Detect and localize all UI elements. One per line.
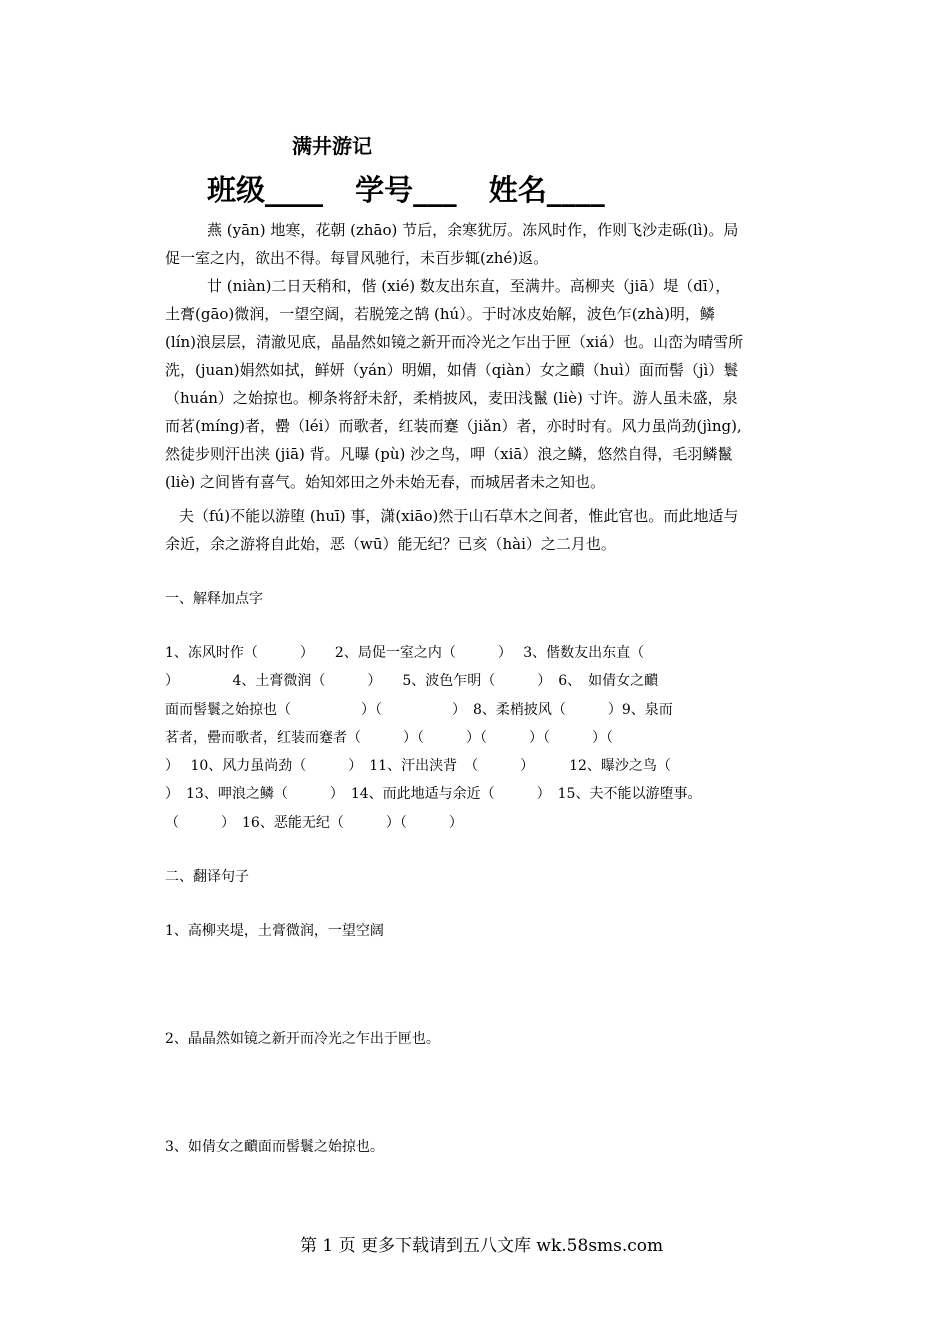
passage-line: 廿 (niàn)二日天稍和，偕 (xié) 数友出东直，至满井。高柳夹（jiā）堤（dī）， (207, 277, 731, 295)
passage-paragraph-2 (165, 272, 785, 496)
passage-line: 促一室之内，欲出不得。每冒风驰行，未百步辄(zhé)返。 (165, 249, 549, 267)
exercise-line: ） 13、呷浪之鳞（ ） 14、而此地适与余近（ ） 15、夫不能以游堕事。 (165, 786, 702, 803)
student-name-field: 姓名____ (488, 173, 605, 207)
passage-line: 燕 (yān) 地寒，花朝 (zhāo) 节后，余寒犹厉。冻风时作，作则飞沙走砾(lì)。局 (207, 221, 739, 239)
exercise-line: 1、冻风时作（ ） 2、局促一室之内（ ） 3、偕数友出东直（ (165, 645, 645, 661)
exercise-line: ） 4、土膏微润（ ） 5、波色乍明（ ） 6、 如倩女之靧 (165, 673, 659, 690)
passage-line: 而茗(míng)者，罍（léi）而歌者，红装而蹇（jiǎn）者，亦时时有。风力虽尚劲(jìng), (165, 417, 742, 435)
passage-line: （huán）之始掠也。柳条将舒未舒，柔梢披风，麦田浅鬣 (liè) 寸许。游人虽未盛，泉 (165, 389, 738, 407)
passage-line: 然徒步则汗出浃 (jiā) 背。凡曝 (pù) 沙之鸟，呷（xiā）浪之鳞，悠然自得，毛羽鳞鬣 (165, 445, 733, 463)
section-1-heading: 一、解释加点字 (165, 591, 263, 607)
translation-item-1: 1、高柳夹堤，土膏微润，一望空阔 (165, 923, 384, 939)
page-footer: 第 1 页 更多下载请到五八文库 wk.58sms.com (300, 1236, 664, 1256)
exercise-line: 面而髻鬟之始掠也（ ）（ ） 8、柔梢披风（ ）9、泉而 (165, 701, 673, 718)
exercise-line: 茗者，罍而歌者，红装而蹇者（ ）（ ）（ ）（ ）（ (165, 729, 613, 746)
translation-item-2: 2、晶晶然如镜之新开而冷光之乍出于匣也。 (165, 1031, 440, 1047)
student-number-field: 学号___ (355, 173, 457, 207)
exercise-line: ） 10、风力虽尚劲（ ） 11、汗出浃背 （ ） 12、曝沙之鸟（ (165, 758, 671, 775)
document-title: 满井游记 (292, 134, 372, 158)
passage-paragraph-3 (165, 502, 785, 558)
section-2-heading: 二、翻译句子 (165, 869, 249, 885)
section-1-exercises (165, 639, 701, 837)
passage-line: 夫（fú)不能以游堕 (huī) 事，潇(xiāo)然于山石草木之间者，惟此官也。而此地适与 (179, 507, 739, 525)
exercise-line: （ ） 16、恶能无纪（ ）（ ） (165, 814, 463, 831)
passage-line: 土膏(gāo)微润，一望空阔，若脱笼之鹄 (hú）。于时冰皮始解，波色乍(zhà)明，鳞 (165, 305, 715, 323)
passage-line: 洗，(juan)娟然如拭，鲜妍（yán）明媚，如倩（qiàn）女之靧（huì）面而髻（jì）鬟 (165, 361, 739, 379)
translation-item-3: 3、如倩女之靧面而髻鬟之始掠也。 (165, 1139, 384, 1155)
student-info-header (207, 168, 627, 209)
passage-paragraph-1 (165, 216, 785, 272)
class-field: 班级____ (207, 173, 324, 207)
passage-line: (lín)浪层层，清澈见底，晶晶然如镜之新开而冷光之乍出于匣（xiá）也。山峦为晴雪所 (165, 333, 744, 351)
passage-line: 余近，余之游将自此始，恶（wū）能无纪？已亥（hài）之二月也。 (165, 535, 616, 553)
passage-line: (liè) 之间皆有喜气。始知郊田之外未始无春，而城居者未之知也。 (165, 473, 605, 491)
